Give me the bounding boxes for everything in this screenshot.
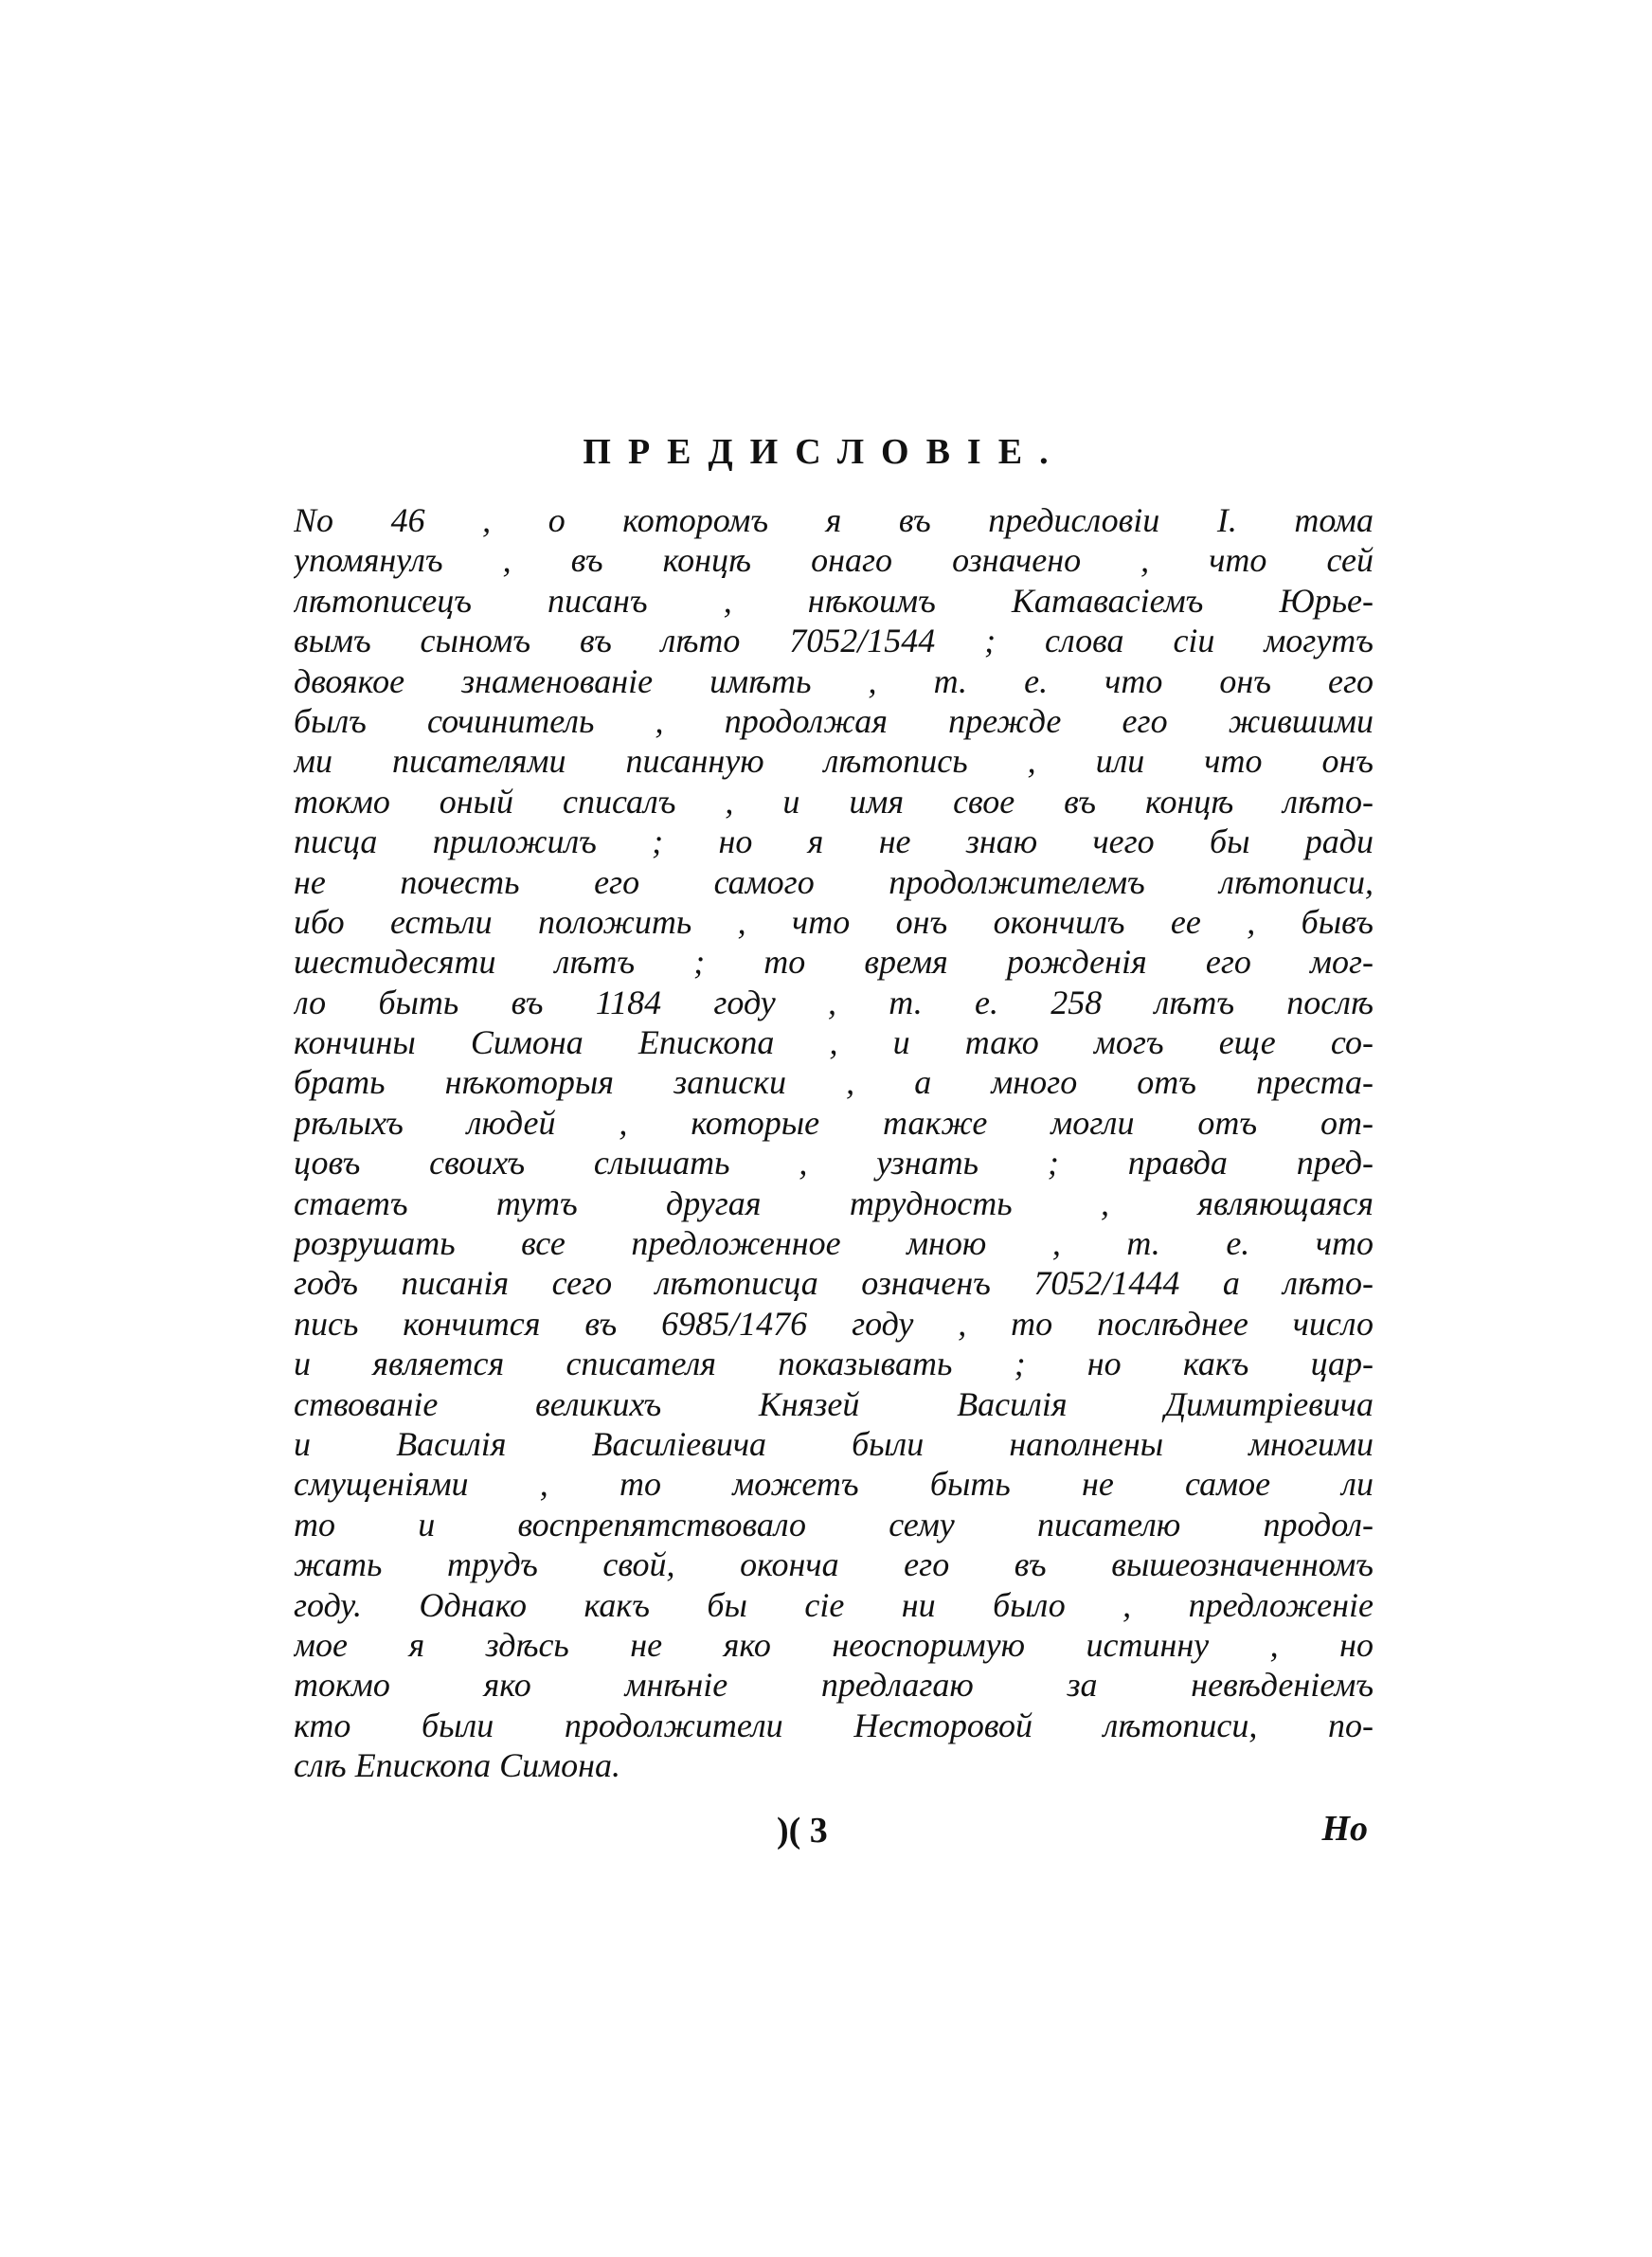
text-line: то и воспрепятствовало сему писателю продол-: [294, 1505, 1374, 1544]
text-line: рѣлыхъ людей , которые также могли отъ от-: [294, 1103, 1374, 1142]
text-line: и Василія Василіевича были наполнены многими: [294, 1424, 1374, 1463]
page-heading: ПРЕДИСЛОВІЕ.: [583, 432, 1066, 472]
text-line: не почесть его самого продолжителемъ лѣтописи,: [294, 862, 1374, 901]
body-text: [294, 500, 1374, 1786]
text-line: и является списателя показывать ; но какъ цар-: [294, 1345, 1374, 1383]
catchword: Но: [1321, 1809, 1368, 1849]
signature-mark: )( 3: [777, 1811, 828, 1851]
text-line: кто были продолжители Несторовой лѣтописи, по-: [294, 1706, 1374, 1744]
text-line: кончины Симона Епископа , и тако могъ еще со-: [294, 1023, 1374, 1062]
text-line: брать нѣкоторыя записки , а много отъ преста-: [294, 1063, 1374, 1102]
text-line: слѣ Епископа Симона.: [294, 1746, 620, 1785]
text-line: ми писателями писанную лѣтопись , или что онъ: [294, 742, 1374, 781]
text-line: году. Однако какъ бы сіе ни было , предложеніе: [294, 1585, 1374, 1624]
text-line: токмо оный списалъ , и имя свое въ концѣ лѣто-: [294, 782, 1374, 821]
text-line: мое я здѣсь не яко неоспоримую истинну , но: [294, 1625, 1374, 1664]
text-line: пись кончится въ 6985/1476 году , то послѣднее число: [294, 1304, 1374, 1343]
text-line: жать трудъ свой, окончa его въ вышеозначенномъ: [294, 1545, 1374, 1584]
text-line: ло быть въ 1184 году , т. е. 258 лѣтъ послѣ: [294, 983, 1374, 1021]
text-line: былъ сочинитель , продолжая прежде его жившими: [294, 701, 1374, 740]
text-line: шестидесяти лѣтъ ; то время рожденія его мог-: [294, 943, 1374, 982]
text-line: No 46 , о которомъ я въ предисловіи I. тома: [294, 501, 1374, 539]
text-line: двоякое знаменованіе имѣть , т. е. что онъ его: [294, 661, 1374, 700]
text-line: ибо естьли положить , что онъ окончилъ ее , бывъ: [294, 902, 1374, 941]
text-line: стаетъ тутъ другая трудность , являющаяся: [294, 1183, 1374, 1222]
text-line: цовъ своихъ слышать , узнать ; правда пред-: [294, 1144, 1374, 1183]
text-line: годъ писанія сего лѣтописца означенъ 7052/1444 а лѣто-: [294, 1264, 1374, 1303]
text-line: упомянулъ , въ концѣ онаго означено , что сей: [294, 541, 1374, 580]
text-line: смущеніями , то можетъ быть не самое ли: [294, 1465, 1374, 1504]
text-line: писца приложилъ ; но я не знаю чего бы ради: [294, 822, 1374, 861]
text-line: розрушать все предложенное мною , т. е. что: [294, 1224, 1374, 1263]
text-line: ствованіе великихъ Князей Василія Димитріевича: [294, 1384, 1374, 1423]
text-line: лѣтописецъ писанъ , нѣкоимъ Катавасіемъ Юрье-: [294, 581, 1374, 620]
text-line: токмо яко мнѣніе предлагаю за невѣденіемъ: [294, 1666, 1374, 1705]
text-line: вымъ сыномъ въ лѣто 7052/1544 ; слова сіи могутъ: [294, 622, 1374, 660]
